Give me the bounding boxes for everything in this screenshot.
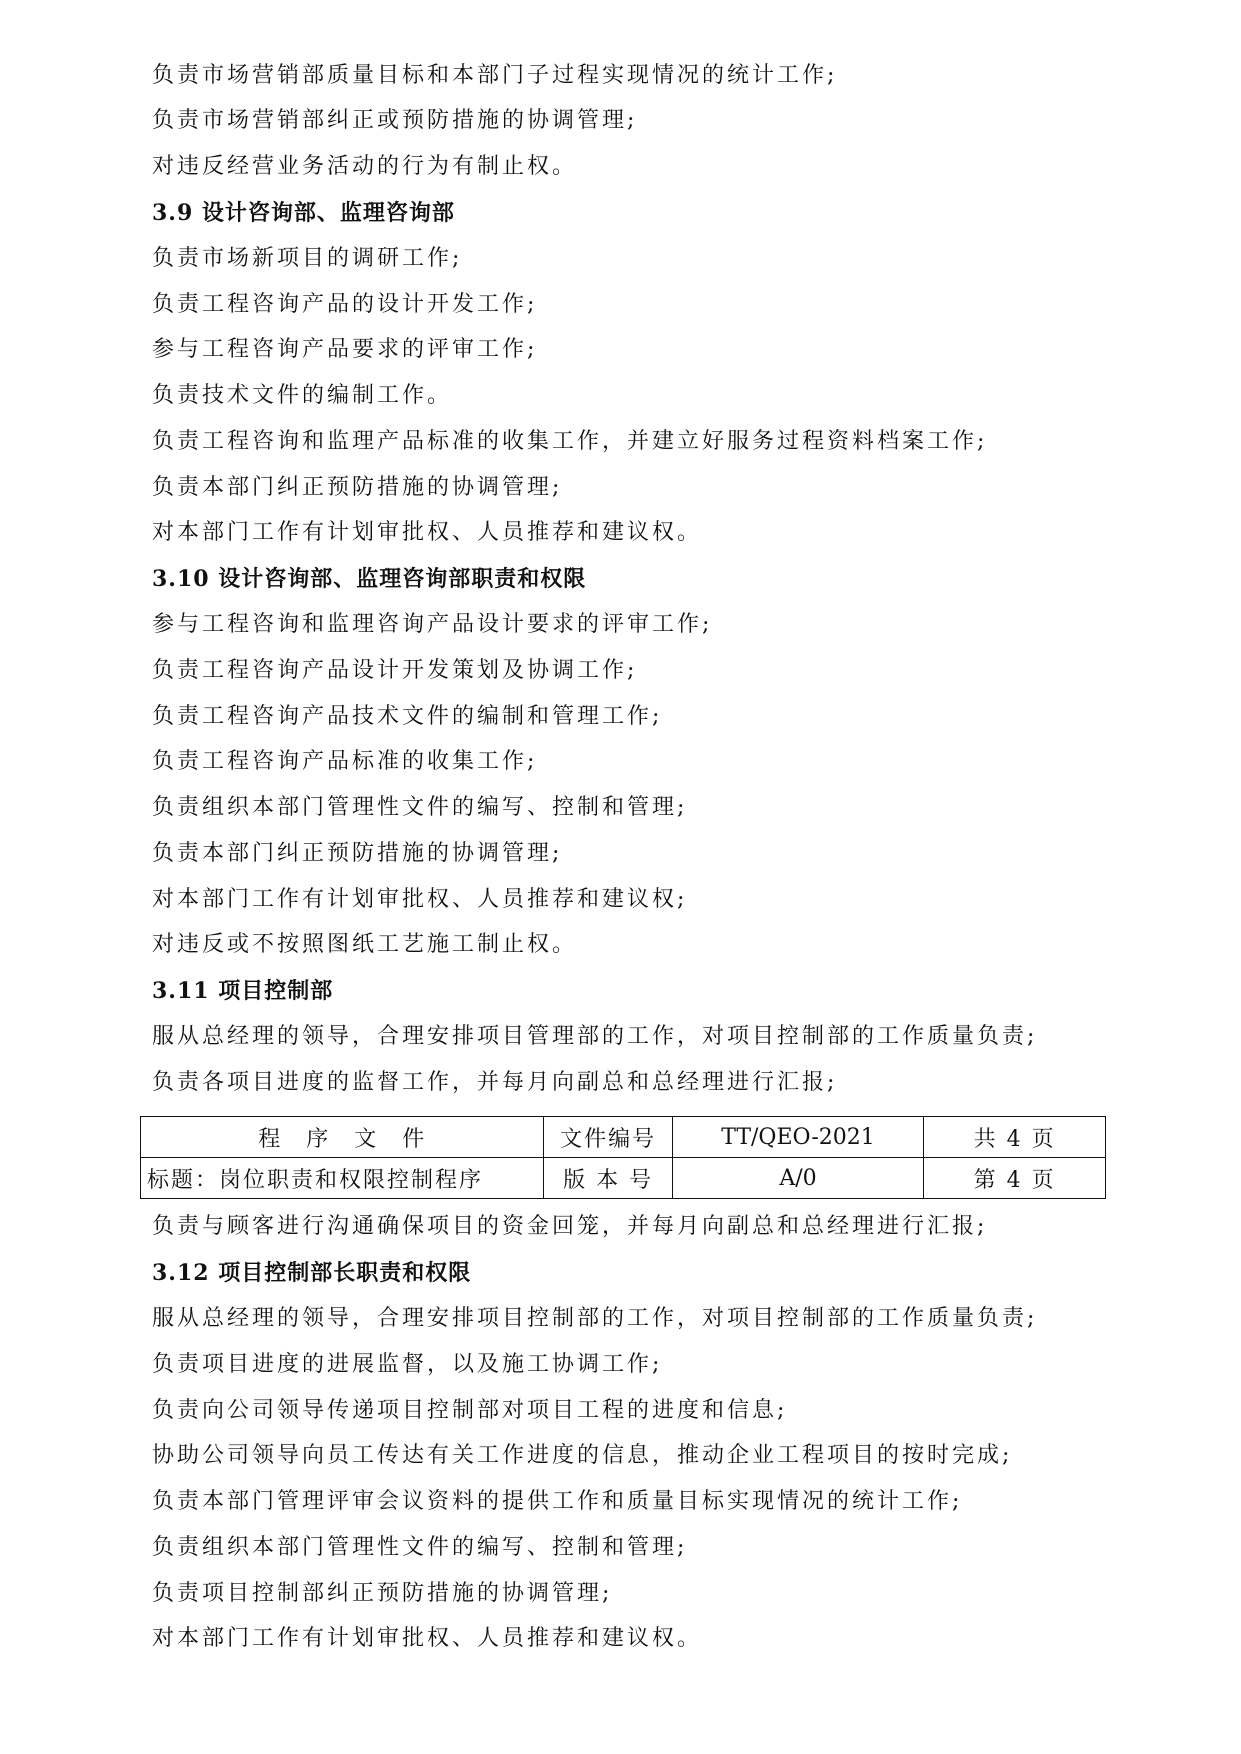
paragraph-line: 服从总经理的领导，合理安排项目管理部的工作，对项目控制部的工作质量负责; — [152, 1024, 1038, 1049]
paragraph-line: 负责本部门纠正预防措施的协调管理; — [152, 475, 563, 500]
paragraph-line: 对本部门工作有计划审批权、人员推荐和建议权。 — [152, 1626, 703, 1651]
document-control-table — [140, 1116, 1106, 1199]
table-cell-doc-type: 程 序 文 件 — [141, 1117, 544, 1158]
paragraph-line: 负责工程咨询和监理产品标准的收集工作，并建立好服务过程资料档案工作; — [152, 429, 988, 454]
paragraph-line: 对本部门工作有计划审批权、人员推荐和建议权。 — [152, 520, 703, 545]
table-cell-version: A/0 — [672, 1158, 924, 1199]
paragraph-line: 负责市场营销部纠正或预防措施的协调管理; — [152, 108, 638, 133]
paragraph-line: 对违反或不按照图纸工艺施工制止权。 — [152, 932, 578, 957]
paragraph-line: 负责技术文件的编制工作。 — [152, 383, 453, 408]
paragraph-line: 负责项目进度的进展监督，以及施工协调工作; — [152, 1352, 663, 1377]
paragraph-line: 负责组织本部门管理性文件的编写、控制和管理; — [152, 795, 688, 820]
table-row — [141, 1117, 1106, 1158]
paragraph-line: 负责工程咨询产品设计开发策划及协调工作; — [152, 658, 638, 683]
paragraph-line: 负责市场新项目的调研工作; — [152, 246, 463, 271]
paragraph-line: 负责本部门管理评审会议资料的提供工作和质量目标实现情况的统计工作; — [152, 1489, 963, 1514]
paragraph-line: 负责工程咨询产品技术文件的编制和管理工作; — [152, 704, 663, 729]
paragraph-line: 负责组织本部门管理性文件的编写、控制和管理; — [152, 1535, 688, 1560]
table-cell-doc-number-label: 文件编号 — [544, 1117, 672, 1158]
paragraph-line: 参与工程咨询和监理咨询产品设计要求的评审工作; — [152, 612, 713, 637]
paragraph-line: 负责市场营销部质量目标和本部门子过程实现情况的统计工作; — [152, 63, 838, 88]
section-heading-3-11: 3.11 项目控制部 — [152, 978, 334, 1004]
section-heading-3-10: 3.10 设计咨询部、监理咨询部职责和权限 — [152, 566, 587, 592]
section-heading-3-12: 3.12 项目控制部长职责和权限 — [152, 1260, 472, 1286]
section-heading-3-9: 3.9 设计咨询部、监理咨询部 — [152, 200, 455, 226]
paragraph-line: 负责本部门纠正预防措施的协调管理; — [152, 841, 563, 866]
paragraph-line: 服从总经理的领导，合理安排项目控制部的工作，对项目控制部的工作质量负责; — [152, 1306, 1038, 1331]
table-cell-version-label: 版 本 号 — [544, 1158, 672, 1199]
paragraph-line: 负责与顾客进行沟通确保项目的资金回笼，并每月向副总和总经理进行汇报; — [152, 1214, 988, 1239]
table-cell-title: 标题：岗位职责和权限控制程序 — [141, 1158, 544, 1199]
paragraph-line: 负责工程咨询产品的设计开发工作; — [152, 292, 538, 317]
paragraph-line: 对违反经营业务活动的行为有制止权。 — [152, 154, 578, 179]
table-cell-doc-number: TT/QEO-2021 — [672, 1117, 924, 1158]
paragraph-line: 协助公司领导向员工传达有关工作进度的信息，推动企业工程项目的按时完成; — [152, 1443, 1013, 1468]
paragraph-line: 对本部门工作有计划审批权、人员推荐和建议权; — [152, 887, 688, 912]
table-row — [141, 1158, 1106, 1199]
table-cell-page-number: 第 4 页 — [924, 1158, 1106, 1199]
paragraph-line: 负责各项目进度的监督工作，并每月向副总和总经理进行汇报; — [152, 1070, 838, 1095]
paragraph-line: 参与工程咨询产品要求的评审工作; — [152, 337, 538, 362]
paragraph-line: 负责工程咨询产品标准的收集工作; — [152, 749, 538, 774]
table-cell-total-pages: 共 4 页 — [924, 1117, 1106, 1158]
paragraph-line: 负责项目控制部纠正预防措施的协调管理; — [152, 1581, 613, 1606]
paragraph-line: 负责向公司领导传递项目控制部对项目工程的进度和信息; — [152, 1398, 788, 1423]
